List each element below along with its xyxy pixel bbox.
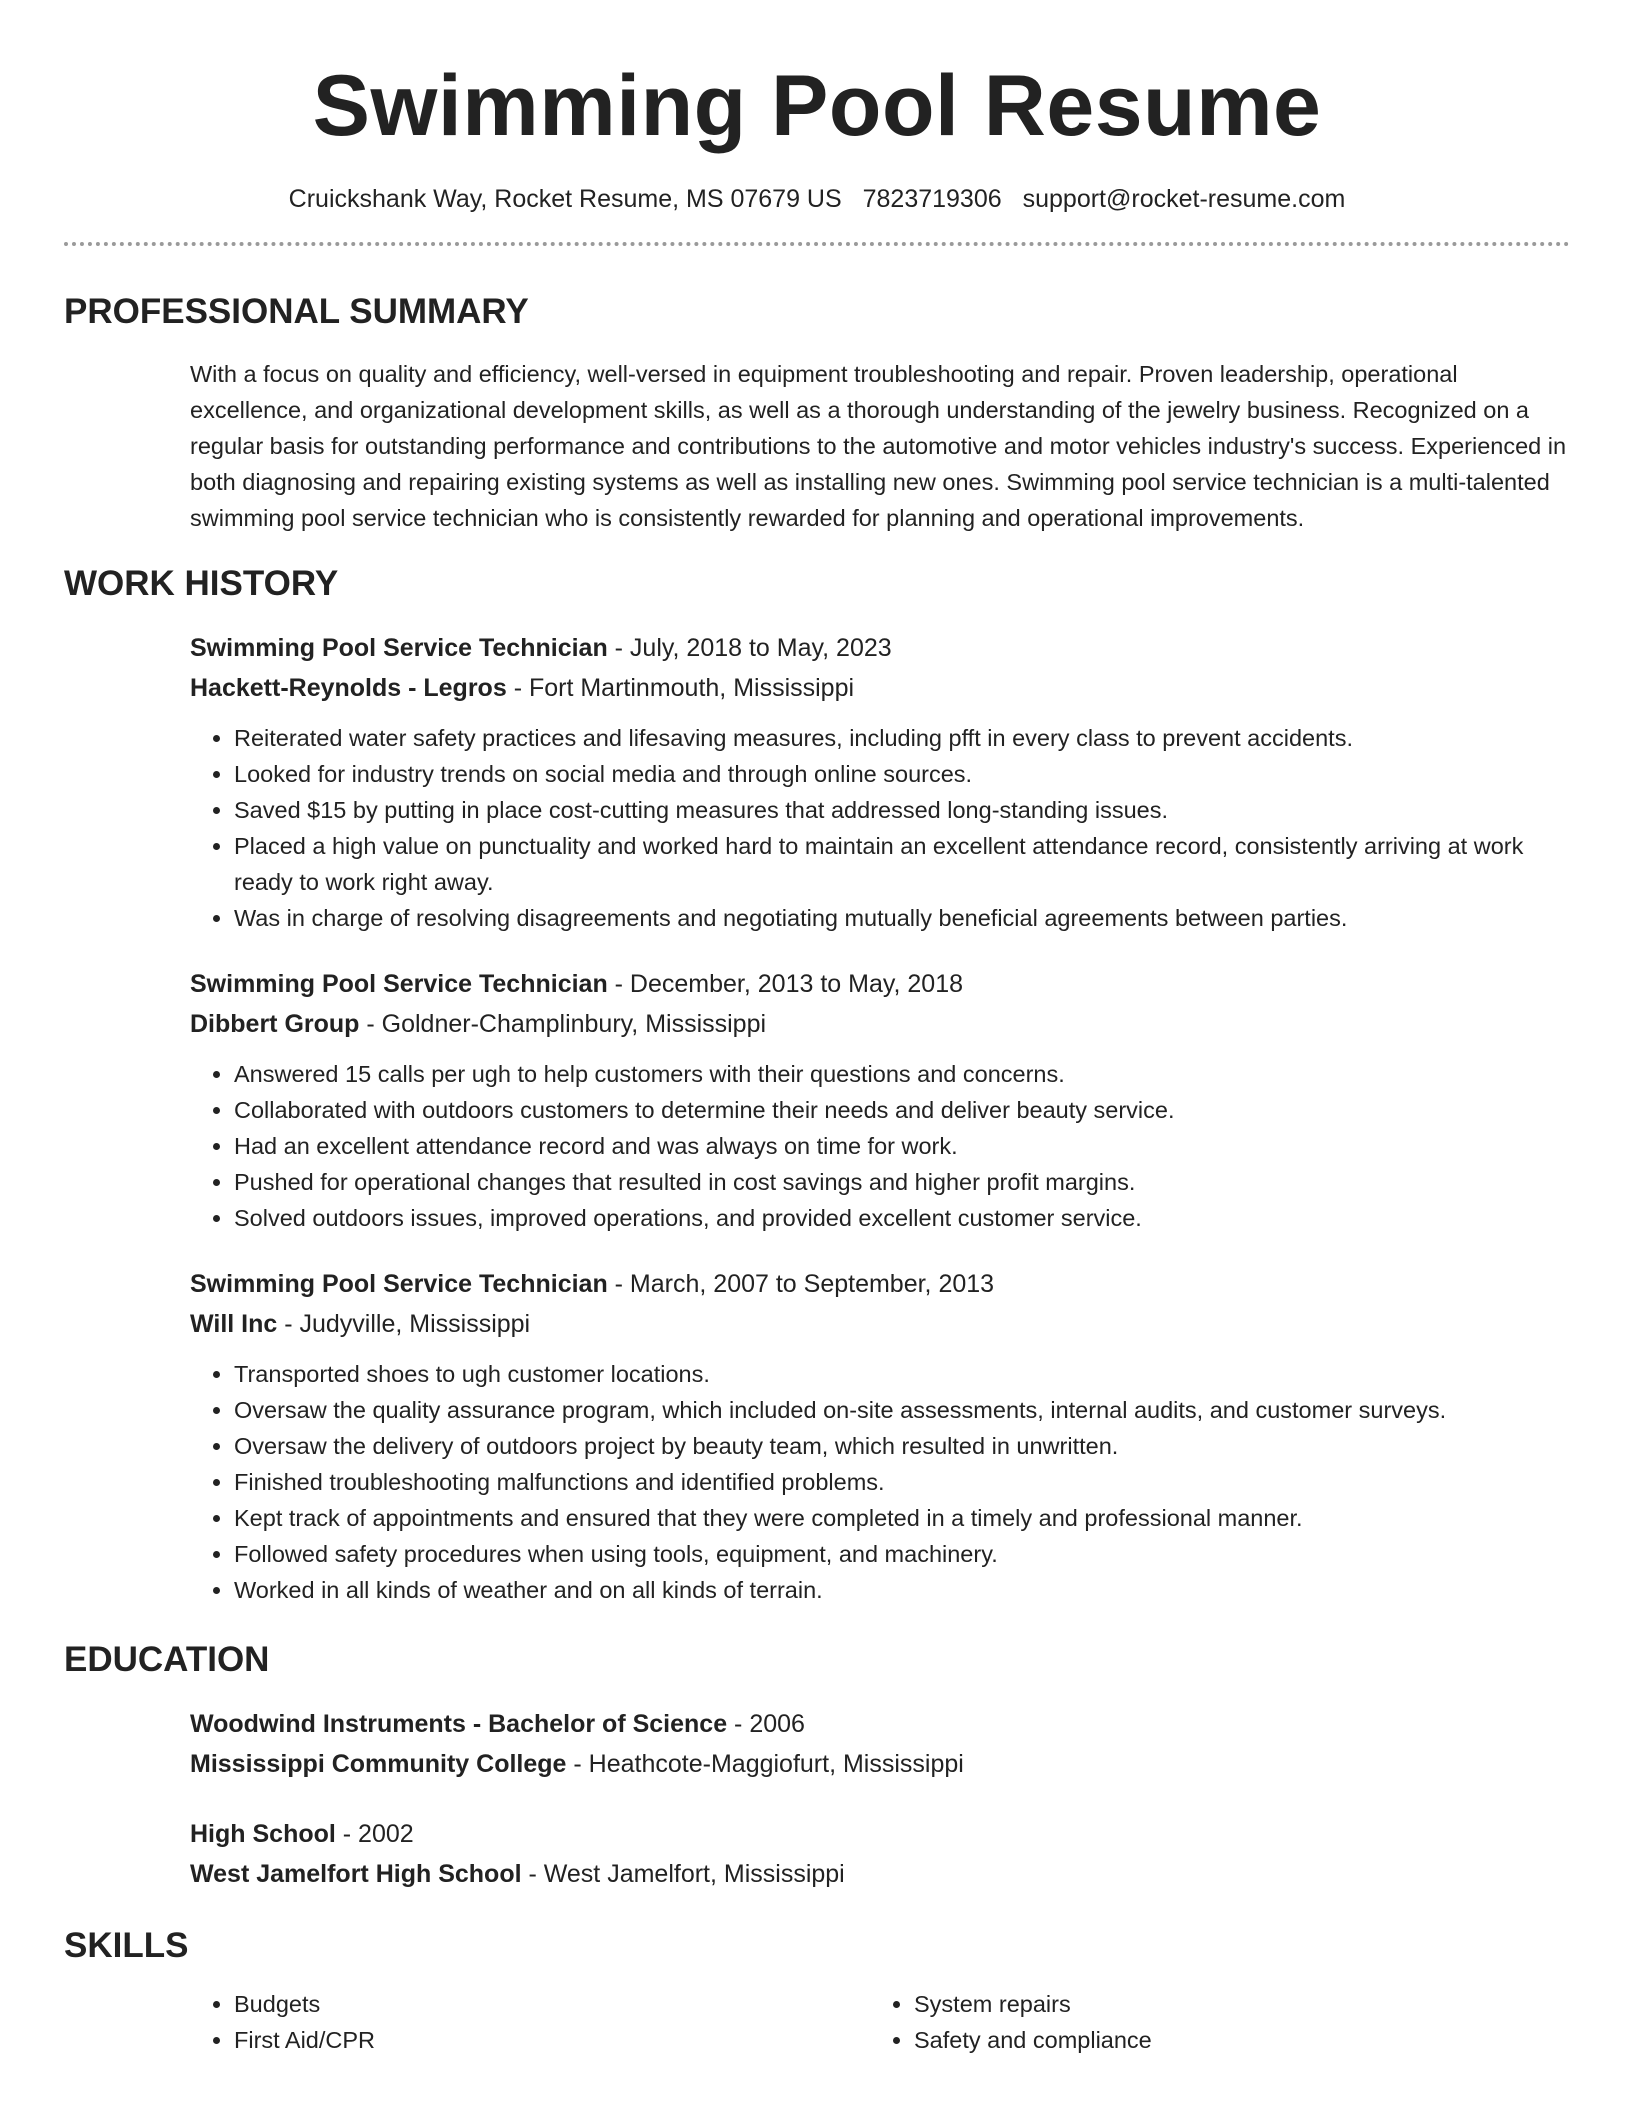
page-title: Swimming Pool Resume [312,58,1322,154]
education-entry [190,1704,1570,1784]
job-company-line [190,1004,1570,1044]
job-title-line [190,1264,1570,1304]
resume-page [64,0,1570,2058]
work-history-heading: WORK HISTORY [64,564,339,603]
summary-text: With a focus on quality and efficiency, well-versed in equipment troubleshooting and repair. Proven leadership, operational excellence, and organizational development skills, as well as a thorough understanding of the jewelry business. Recognized on a regular basis for outstanding performance and contributions to the automotive and motor vehicles industry's success. Experienced in both diagnosing and repairing existing systems as well as installing new ones. Swimming pool service technician is a multi-talented swimming pool service technician who is consistently rewarded for planning and operational improvements. [190,361,1567,531]
school-line [190,1854,1570,1894]
list-item: • Transported shoes to ugh customer locations. [234,1356,1570,1392]
job-title: Swimming Pool Service Technician [190,634,608,662]
job-title-line [190,628,1570,668]
list-item: • Safety and compliance [914,2022,1550,2058]
list-item: • Saved $15 by putting in place cost-cutting measures that addressed long-standing issues. [234,792,1570,828]
degree: Woodwind Instruments - Bachelor of Science [190,1710,728,1738]
list-item: • Collaborated with outdoors customers to determine their needs and deliver beauty service. [234,1092,1570,1128]
degree-line [190,1814,1570,1854]
header-divider [64,242,1570,246]
list-item: • Looked for industry trends on social media and through online sources. [234,756,1570,792]
job-entry [190,628,1570,936]
job-dates: - December, 2013 to May, 2018 [607,970,964,998]
list-item: • Solved outdoors issues, improved operations, and provided excellent customer service. [234,1200,1570,1236]
contact-phone: 7823719306 [862,185,1002,213]
school-line [190,1744,1570,1784]
school-location: - Heathcote-Maggiofurt, Mississippi [566,1750,964,1778]
job-location: - Judyville, Mississippi [277,1310,531,1338]
contact-address: Cruickshank Way, Rocket Resume, MS 07679 US [288,185,842,213]
job-bullets [190,1356,1570,1608]
job-bullets [190,1056,1570,1236]
degree-year: - 2006 [727,1710,805,1738]
degree-line [190,1704,1570,1744]
list-item: • Had an excellent attendance record and was always on time for work. [234,1128,1570,1164]
list-item: • Was in charge of resolving disagreements and negotiating mutually beneficial agreements between parties. [234,900,1570,936]
job-dates: - July, 2018 to May, 2023 [607,634,892,662]
school: West Jamelfort High School [190,1860,522,1888]
job-location: - Fort Martinmouth, Mississippi [506,674,855,702]
job-company: Hackett-Reynolds - Legros [190,674,507,702]
skills-heading: SKILLS [64,1926,189,1965]
list-item: • Placed a high value on punctuality and worked hard to maintain an excellent attendance record, consistently arriving at work ready to work right away. [234,828,1570,900]
list-item: • Oversaw the delivery of outdoors project by beauty team, which resulted in unwritten. [234,1428,1570,1464]
job-company: Dibbert Group [190,1010,360,1038]
skills-list-right [870,1986,1550,2058]
summary-heading: PROFESSIONAL SUMMARY [64,292,529,331]
list-item: • Reiterated water safety practices and lifesaving measures, including pfft in every class to prevent accidents. [234,720,1570,756]
job-bullets [190,720,1570,936]
skills-grid [190,1986,1570,2058]
list-item: • Finished troubleshooting malfunctions and identified problems. [234,1464,1570,1500]
list-item: • System repairs [914,1986,1550,2022]
list-item: • Pushed for operational changes that resulted in cost savings and higher profit margins. [234,1164,1570,1200]
school-location: - West Jamelfort, Mississippi [521,1860,845,1888]
job-title: Swimming Pool Service Technician [190,1270,608,1298]
school: Mississippi Community College [190,1750,567,1778]
job-title-line [190,964,1570,1004]
education-heading: EDUCATION [64,1640,270,1679]
job-title: Swimming Pool Service Technician [190,970,608,998]
degree: High School [190,1820,336,1848]
job-dates: - March, 2007 to September, 2013 [607,1270,995,1298]
job-entry [190,964,1570,1236]
list-item: • Budgets [234,1986,870,2022]
degree-year: - 2002 [335,1820,414,1848]
list-item: • Worked in all kinds of weather and on all kinds of terrain. [234,1572,1570,1608]
job-company-line [190,1304,1570,1344]
list-item: • Kept track of appointments and ensured that they were completed in a timely and professional manner. [234,1500,1570,1536]
list-item: • First Aid/CPR [234,2022,870,2058]
education-entry [190,1814,1570,1894]
job-company: Will Inc [190,1310,278,1338]
list-item: • Oversaw the quality assurance program, which included on-site assessments, internal audits, and customer surveys. [234,1392,1570,1428]
job-entry [190,1264,1570,1608]
job-company-line [190,668,1570,708]
list-item: • Answered 15 calls per ugh to help customers with their questions and concerns. [234,1056,1570,1092]
job-location: - Goldner-Champlinbury, Mississippi [359,1010,767,1038]
contact-line [64,182,1570,216]
skills-list-left [190,1986,870,2058]
contact-email: support@rocket-resume.com [1022,185,1346,213]
list-item: • Followed safety procedures when using tools, equipment, and machinery. [234,1536,1570,1572]
